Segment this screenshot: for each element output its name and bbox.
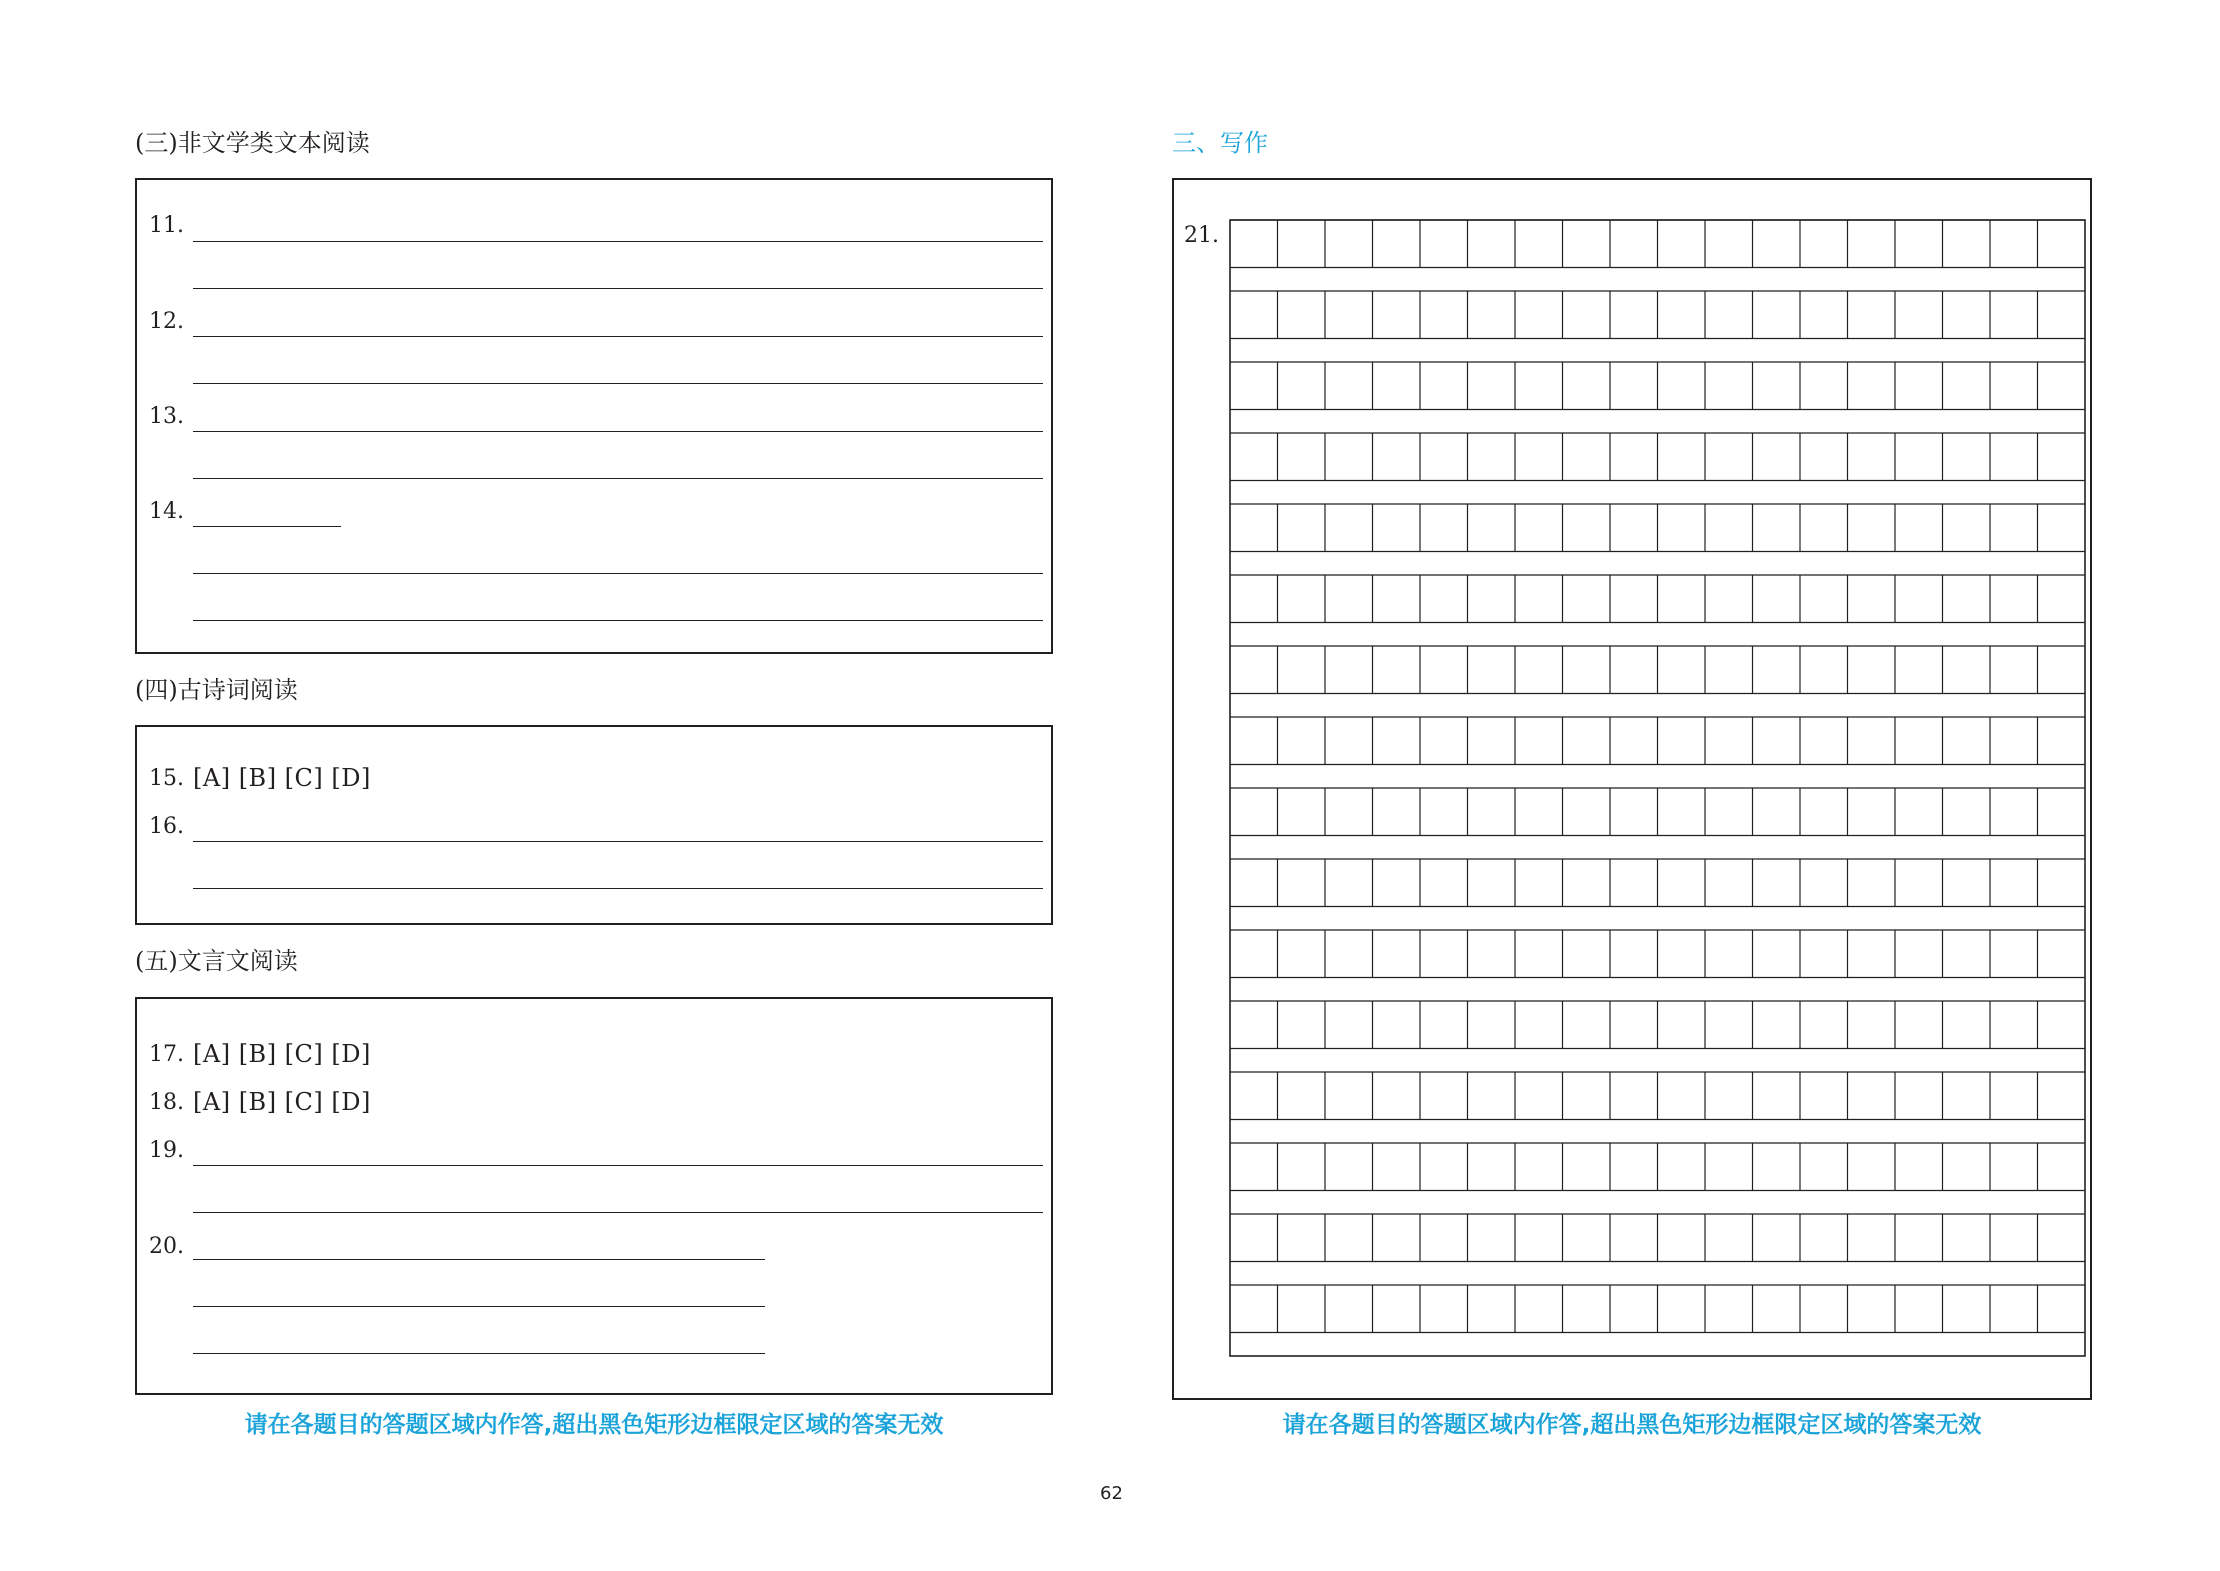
answer-line-12a[interactable] bbox=[193, 336, 1043, 337]
writing-section-title: 三、写作 bbox=[1172, 129, 1268, 157]
question-20-number: 20. bbox=[149, 1234, 184, 1259]
answer-line-14a[interactable] bbox=[193, 573, 1043, 574]
question-18-number: 18. bbox=[149, 1090, 184, 1115]
answer-line-20c[interactable] bbox=[193, 1353, 765, 1354]
question-14-number: 14. bbox=[149, 499, 184, 524]
answer-line-19b[interactable] bbox=[193, 1212, 1043, 1213]
section-5-answer-box bbox=[135, 997, 1053, 1395]
question-17-number: 17. bbox=[149, 1042, 184, 1067]
question-15-number: 15. bbox=[149, 766, 184, 791]
question-19-number: 19. bbox=[149, 1138, 184, 1163]
section-4-title: (四)古诗词阅读 bbox=[135, 676, 298, 704]
answer-line-13b[interactable] bbox=[193, 478, 1043, 479]
answer-line-14b[interactable] bbox=[193, 620, 1043, 621]
answer-line-12b[interactable] bbox=[193, 383, 1043, 384]
question-13-number: 13. bbox=[149, 404, 184, 429]
answer-line-20a[interactable] bbox=[193, 1259, 765, 1260]
section-3-title: (三)非文学类文本阅读 bbox=[135, 129, 370, 157]
answer-line-19a[interactable] bbox=[193, 1165, 1043, 1166]
section-4-answer-box bbox=[135, 725, 1053, 925]
question-15-choices[interactable]: [A] [B] [C] [D] bbox=[193, 764, 371, 792]
answer-line-11a[interactable] bbox=[193, 241, 1043, 242]
answer-line-14-short[interactable] bbox=[193, 526, 341, 527]
writing-answer-box bbox=[1172, 178, 2092, 1400]
answer-line-13a[interactable] bbox=[193, 431, 1043, 432]
question-17-choices[interactable]: [A] [B] [C] [D] bbox=[193, 1040, 371, 1068]
question-12-number: 12. bbox=[149, 309, 184, 334]
question-16-number: 16. bbox=[149, 814, 184, 839]
question-18-choices[interactable]: [A] [B] [C] [D] bbox=[193, 1088, 371, 1116]
left-notice: 请在各题目的答题区域内作答,超出黑色矩形边框限定区域的答案无效 bbox=[244, 1412, 944, 1438]
question-11-number: 11. bbox=[149, 213, 184, 238]
page-number: 62 bbox=[1100, 1483, 1123, 1504]
right-notice: 请在各题目的答题区域内作答,超出黑色矩形边框限定区域的答案无效 bbox=[1282, 1412, 1982, 1438]
answer-line-16a[interactable] bbox=[193, 841, 1043, 842]
composition-grid[interactable] bbox=[1174, 180, 2090, 1398]
answer-line-16b[interactable] bbox=[193, 888, 1043, 889]
question-21-number: 21. bbox=[1184, 223, 1219, 248]
answer-line-11b[interactable] bbox=[193, 288, 1043, 289]
section-3-answer-box bbox=[135, 178, 1053, 654]
answer-line-20b[interactable] bbox=[193, 1306, 765, 1307]
section-5-title: (五)文言文阅读 bbox=[135, 947, 298, 975]
